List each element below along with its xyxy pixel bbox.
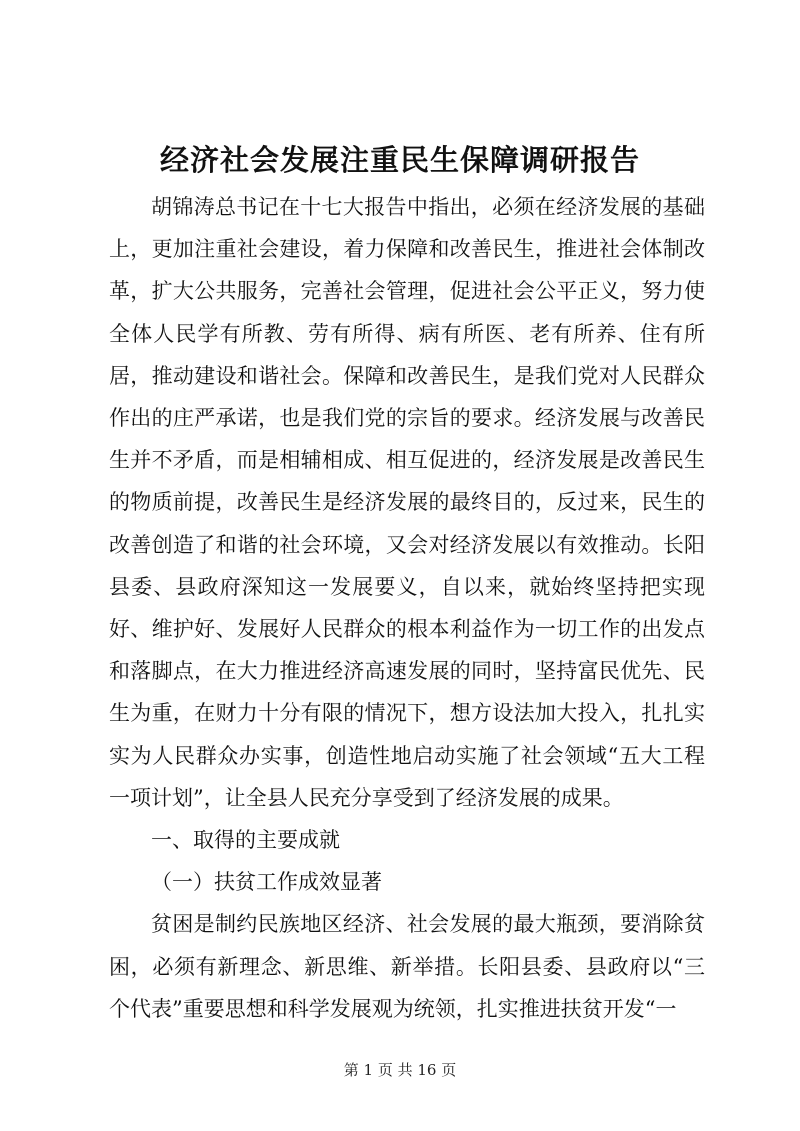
subsection-heading-poverty: （一）扶贫工作成效显著	[151, 870, 382, 895]
poverty-paragraph: 贫困是制约民族地区经济、社会发展的最大瓶颈，要消除贫困，必须有新理念、新思维、新举措。长阳县委、县政府以“三个代表”重要思想和科学发展观为统领，扎实推进扶贫开发“一	[109, 912, 705, 1021]
page-footer: 第 1 页 共 16 页	[343, 1061, 457, 1079]
document-title: 经济社会发展注重民生保障调研报告	[159, 143, 640, 177]
intro-paragraph: 胡锦涛总书记在十七大报告中指出，必须在经济发展的基础上，更加注重社会建设，着力保障和改善民生，推进社会体制改革，扩大公共服务，完善社会管理，促进社会公平正义，努力使全体人民学有所教、劳有所得、病有所医、老有所养、住有所居，推动建设和谐社会。保障和改善民生，是我们党对人民群众作出的庄严承诺，也是我们党的宗旨的要求。经济发展与改善民生并不矛盾，而是相辅相成、相互促进的，经济发展是改善民生的物质前提，改善民生是经济发展的最终目的，反过来，民生的改善创造了和谐的社会环境，又会对经济发展以有效推动。长阳县委、县政府深知这一发展要义，自以来，就始终坚持把实现好、维护好、发展好人民群众的根本利益作为一切工作的出发点和落脚点，在大力推进经济高速发展的同时，坚持富民优先、民生为重，在财力十分有限的情况下，想方设法加大投入，扎扎实实为人民群众办实事，创造性地启动实施了社会领域“五大工程一项计划”，让全县人民充分享受到了经济发展的成果。	[109, 195, 705, 810]
section-heading-achievements: 一、取得的主要成就	[151, 828, 340, 853]
document-body	[109, 186, 705, 1030]
